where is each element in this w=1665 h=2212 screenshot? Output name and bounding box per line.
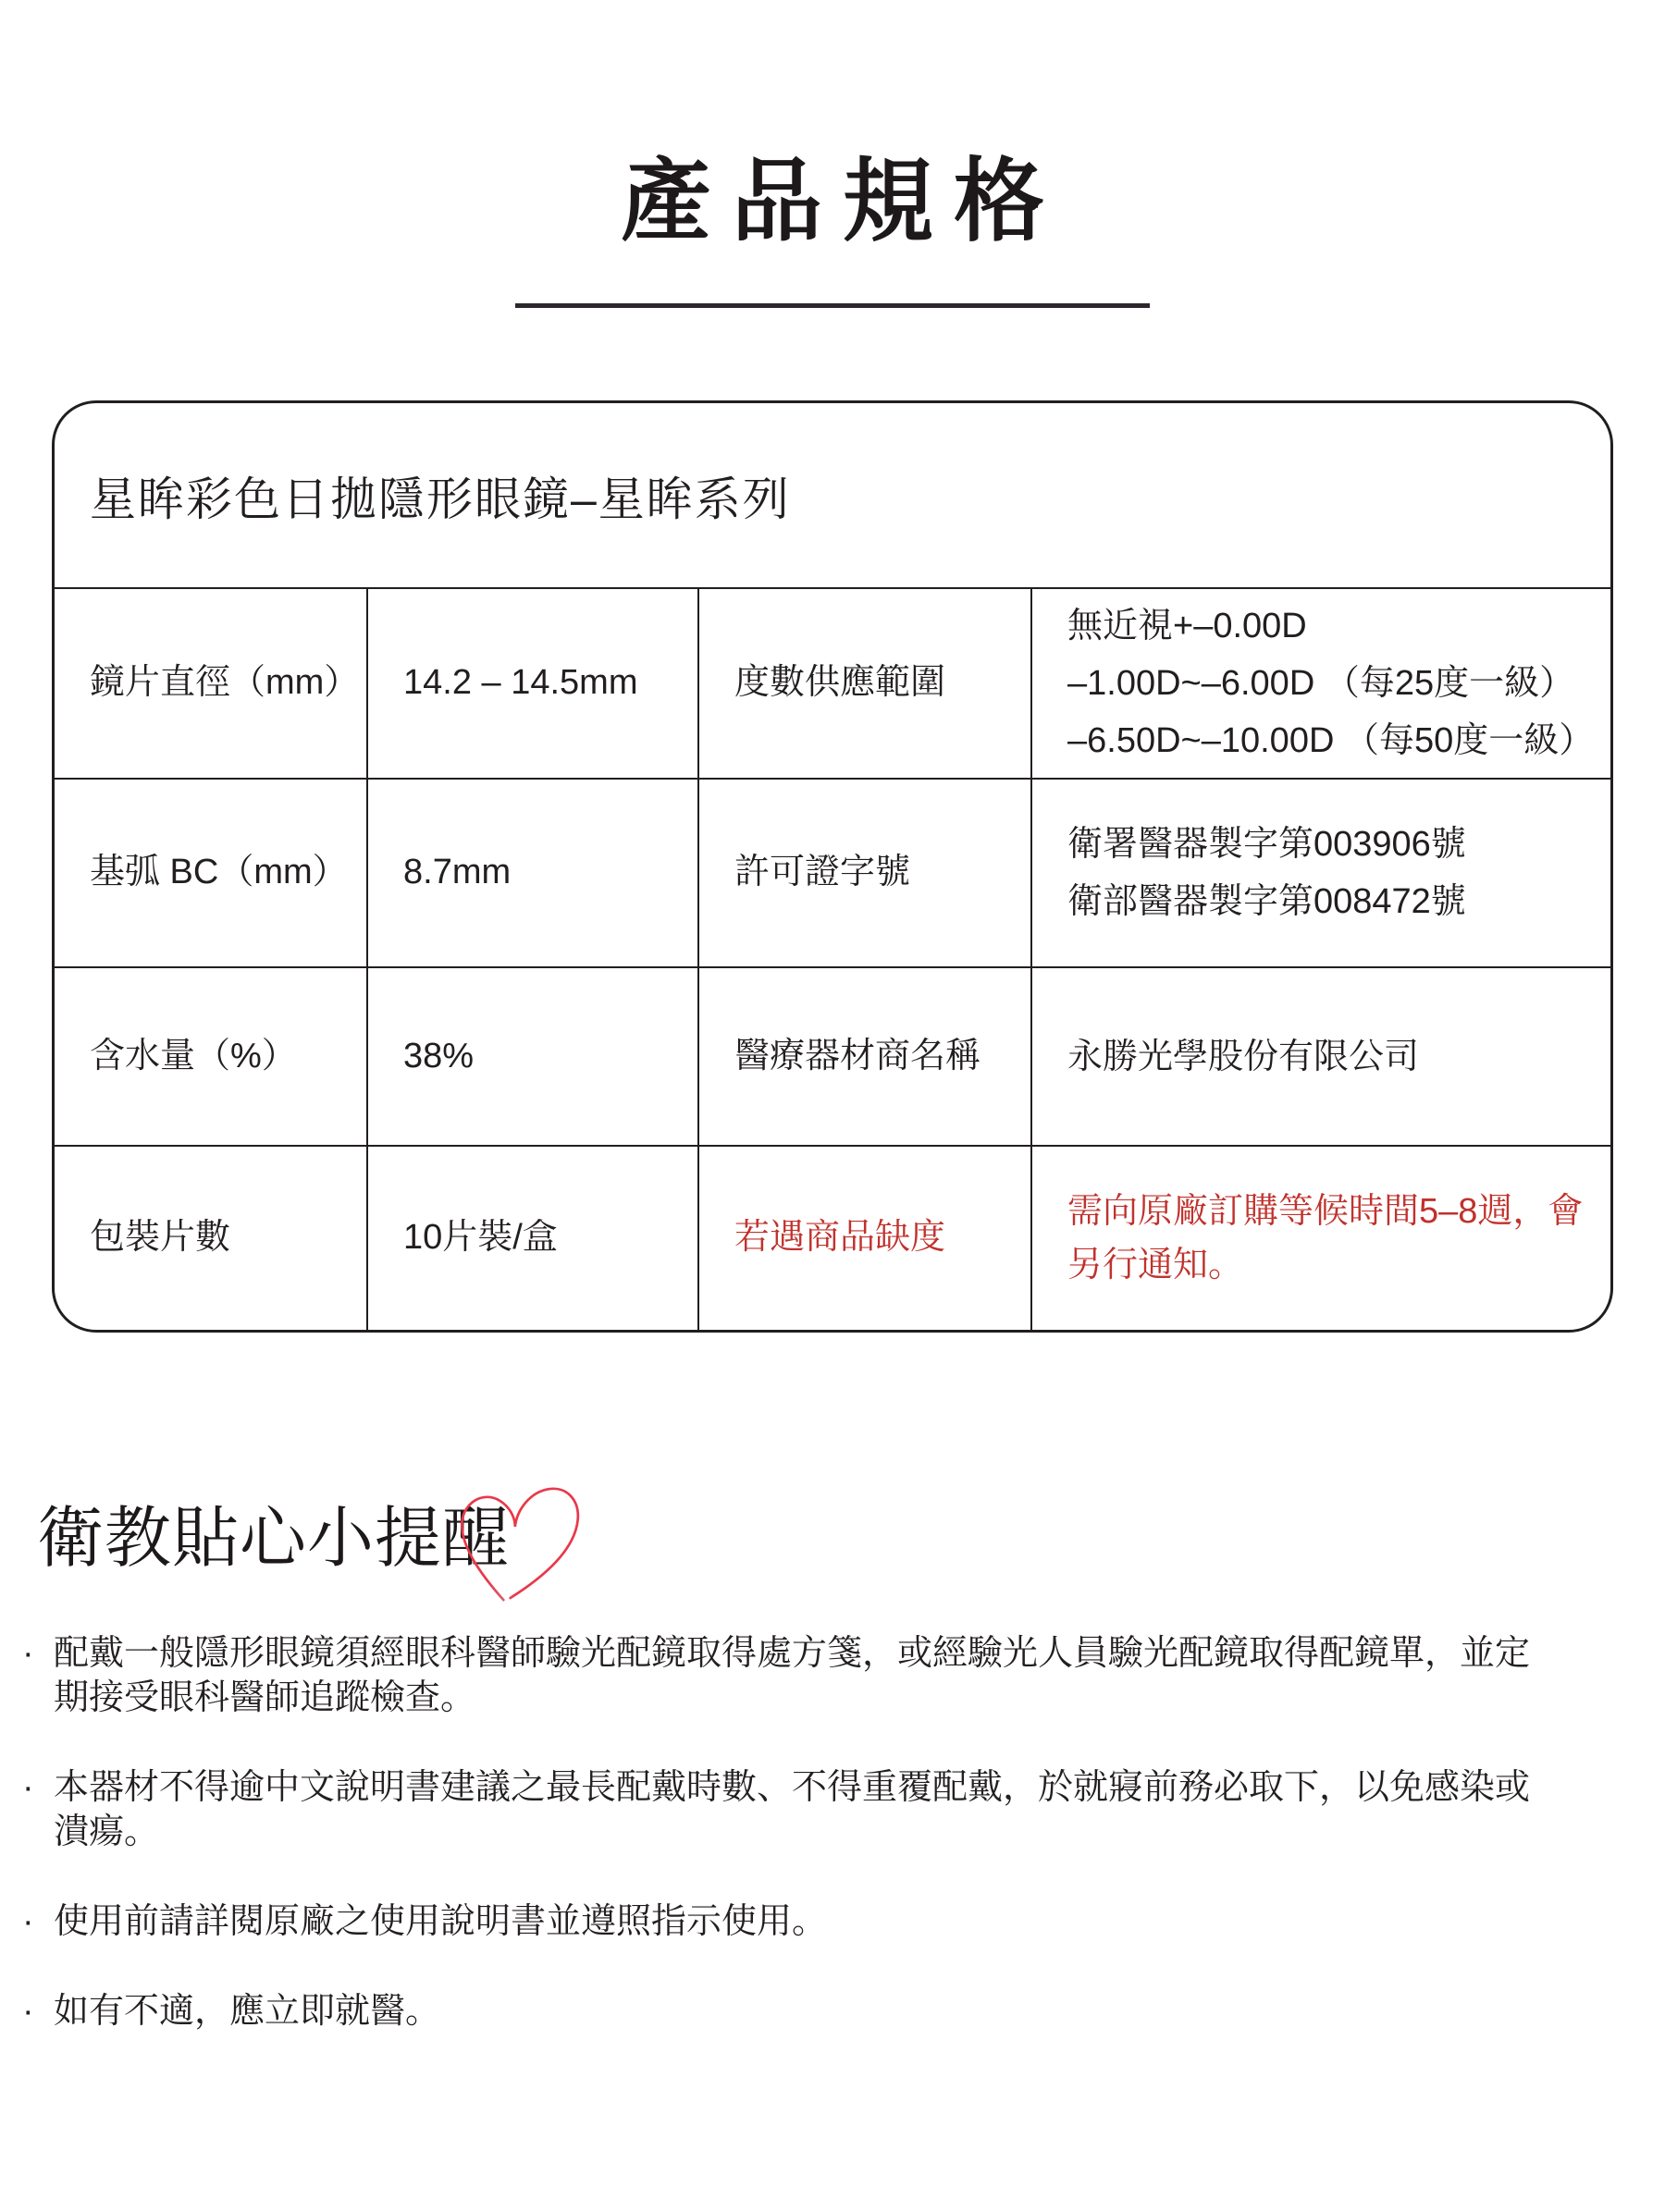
bullet-dot: · xyxy=(22,1767,34,1807)
spec-label-pack-quantity: 包裝片數 xyxy=(55,1145,366,1330)
tips-heading: 衛教貼心小提醒 xyxy=(37,1502,511,1576)
spec-label-power-range: 度數供應範圍 xyxy=(697,587,1030,778)
bullet-dot: · xyxy=(22,1991,34,2031)
tip-item-seek-doctor: · 如有不適，應立即就醫。 xyxy=(22,1989,1558,2034)
spec-value-vendor-name: 永勝光學股份有限公司 xyxy=(1030,966,1610,1145)
tips-section-header xyxy=(37,1501,703,1578)
spec-value-base-curve: 8.7mm xyxy=(366,778,697,966)
title-underline xyxy=(515,303,1150,308)
spec-value-power-range: 無近視+–0.00D –1.00D~–6.00D （每25度一級） –6.50D~–10.00D （每50度一級） xyxy=(1030,587,1610,778)
tip-item-wearing-time: · 本器材不得逾中文說明書建議之最長配戴時數、不得重覆配戴，於就寢前務必取下，以免感染或潰瘍。 xyxy=(22,1765,1558,1854)
spec-label-out-of-stock: 若遇商品缺度 xyxy=(697,1145,1030,1330)
spec-label-lens-diameter: 鏡片直徑（mm） xyxy=(55,587,366,778)
spec-value-lens-diameter: 14.2 – 14.5mm xyxy=(366,587,697,778)
spec-value-license-number: 衛署醫器製字第003906號 衛部醫器製字第008472號 xyxy=(1030,778,1610,966)
tips-list xyxy=(22,1631,1558,2034)
tip-item-read-manual: · 使用前請詳閱原廠之使用說明書並遵照指示使用。 xyxy=(22,1899,1558,1944)
spec-label-vendor-name: 醫療器材商名稱 xyxy=(697,966,1030,1145)
spec-label-license-number: 許可證字號 xyxy=(697,778,1030,966)
bullet-dot: · xyxy=(22,1901,34,1941)
spec-value-water-content: 38% xyxy=(366,966,697,1145)
spec-label-base-curve: 基弧 BC（mm） xyxy=(55,778,366,966)
bullet-dot: · xyxy=(22,1633,34,1673)
spec-value-pack-quantity: 10片裝/盒 xyxy=(366,1145,697,1330)
spec-value-out-of-stock: 需向原廠訂購等候時間5–8週，會另行通知。 xyxy=(1030,1145,1610,1330)
product-spec-table xyxy=(52,400,1613,1333)
product-name-header: 星眸彩色日拋隱形眼鏡–星眸系列 xyxy=(90,473,791,525)
page-title: 產品規格 xyxy=(620,150,1065,252)
tip-item-prescription: · 配戴一般隱形眼鏡須經眼科醫師驗光配鏡取得處方箋，或經驗光人員驗光配鏡取得配鏡單，並定期接受眼科醫師追蹤檢查。 xyxy=(22,1631,1558,1720)
spec-label-water-content: 含水量（%） xyxy=(55,966,366,1145)
